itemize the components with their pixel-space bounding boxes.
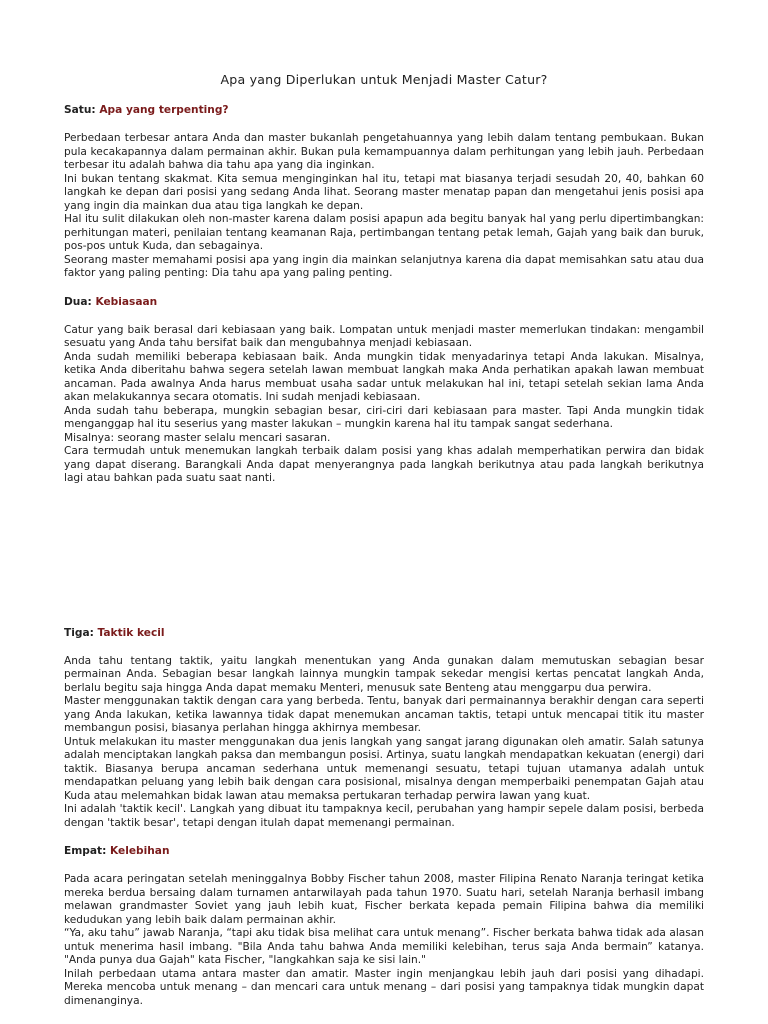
paragraph: Ini adalah 'taktik kecil'. Langkah yang dibuat itu tampaknya kecil, perubahan yang hampir sepele dalam posisi, berbeda dengan 'taktik besar', tetapi dengan itulah dapat memenangi permainan. [64, 803, 704, 829]
paragraph: Inilah perbedaan utama antara master dan amatir. Master ingin menjangkau lebih jauh dari posisi yang dihadapi. Mereka mencoba untuk menang – dan mencari cara untuk menang – dari posisi yang tampaknya tidak mungkin dapat dimenanginya. [64, 967, 704, 1007]
section-dua [64, 295, 704, 486]
paragraph: Pada acara peringatan setelah meninggalnya Bobby Fischer tahun 2008, master Filipina Renato Naranja teringat ketika mereka berdua bersaing dalam turnamen antarwilayah pada tahun 1970. Suatu hari, setelah Naranja berhasil imbang melawan grandmaster Soviet yang jauh lebih kuat, Fischer berkata kepada pemain Filipina bahwa dia memiliki kedudukan yang lebih baik dalam permainan akhir. [64, 873, 704, 926]
section-prefix: Satu: [64, 104, 96, 116]
section-label: Kebiasaan [95, 295, 158, 308]
paragraph: Hal itu sulit dilakukan oleh non-master karena dalam posisi apapun ada begitu banyak hal yang perlu dipertimbangkan: perhitungan materi, penilaian tentang keamanan Raja, pertimbangan tentang petak lemah, Gajah yang baik dan buruk, pos-pos untuk Kuda, dan sebagainya. [64, 213, 704, 252]
section-heading [64, 103, 704, 117]
section-prefix: Tiga: [64, 626, 94, 639]
section-label: Apa yang terpenting? [99, 104, 229, 116]
section-heading [64, 844, 704, 858]
paragraph: Anda tahu tentang taktik, yaitu langkah menentukan yang Anda gunakan dalam memutuskan sebagian besar permainan Anda. Sebagian besar langkah lainnya mungkin tampak sekedar mengisi kertas pencatat langkah Anda, berlalu begitu saja hingga Anda dapat memaku Menteri, menusuk sate Benteng atau menggarpu dua perwira. [64, 654, 704, 694]
section-prefix: Empat: [64, 845, 107, 857]
paragraph: Cara termudah untuk menemukan langkah terbaik dalam posisi yang khas adalah memperhatikan perwira dan bidak yang dapat diserang. Barangkali Anda dapat menyerangnya pada langkah berikutnya atau pada langkah berikutnya lagi atau bahkan pada suatu saat nanti. [64, 445, 704, 484]
paragraph: Misalnya: seorang master selalu mencari sasaran. [64, 431, 331, 444]
section-label: Taktik kecil [97, 626, 165, 639]
section-satu [64, 103, 704, 281]
paragraph: Master menggunakan taktik dengan cara yang berbeda. Tentu, banyak dari permainannya berakhir dengan cara seperti yang Anda lakukan, ketika lawannya tidak dapat menemukan ancaman taktis, tetapi untuk mencapai titik itu master membangun posisi, biasanya perlahan hingga akhirnya membesar. [64, 695, 704, 734]
paragraph: Anda sudah memiliki beberapa kebiasaan baik. Anda mungkin tidak menyadarinya tetapi Anda lakukan. Misalnya, ketika Anda diberitahu bahwa segera setelah lawan membuat langkah maka Anda perhatikan apakah lawan membuat ancaman. Pada awalnya Anda harus membuat usaha sadar untuk melakukan hal ini, tetapi setelah sekian lama Anda akan melakukannya secara otomatis. Ini sudah menjadi kebiasaan. [64, 350, 704, 403]
document-title: Apa yang Diperlukan untuk Menjadi Master Catur? [220, 72, 548, 87]
section-tiga [64, 626, 704, 831]
section-heading [64, 295, 704, 309]
blank-space [64, 500, 704, 626]
paragraph: “Ya, aku tahu” jawab Naranja, “tapi aku tidak bisa melihat cara untuk menang”. Fischer berkata bahwa tidak ada alasan untuk menerima hasil imbang. "Bila Anda tahu bahwa Anda memiliki kelebihan, terus saja Anda bermain” katanya. "Anda punya dua Gajah" kata Fischer, "langkahkan saja ke sisi lain." [64, 927, 704, 966]
paragraph: Ini bukan tentang skakmat. Kita semua menginginkan hal itu, tetapi mat biasanya terjadi sesudah 20, 40, bahkan 60 langkah ke depan dari posisi yang sedang Anda lihat. Seorang master menatap papan dan mengetahui jenis posisi apa yang ingin dia mainkan dua atau tiga langkah ke depan. [64, 172, 704, 212]
section-heading [64, 626, 704, 640]
document [64, 72, 704, 1022]
paragraph: Anda sudah tahu beberapa, mungkin sebagian besar, ciri-ciri dari kebiasaan para master. Tapi Anda mungkin tidak menganggap hal itu seserius yang master lakukan – mungkin karena hal itu tampak sangat sederhana. [64, 404, 704, 430]
paragraph: Catur yang baik berasal dari kebiasaan yang baik. Lompatan untuk menjadi master memerlukan tindakan: mengambil sesuatu yang Anda tahu bersifat baik dan mengubahnya menjadi kebiasaan. [64, 323, 704, 349]
section-prefix: Dua: [64, 295, 92, 308]
paragraph: Untuk melakukan itu master menggunakan dua jenis langkah yang sangat jarang digunakan oleh amatir. Salah satunya adalah menciptakan langkah paksa dan membangun posisi. Artinya, suatu langkah mendapatkan kekuatan (energi) dari taktik. Biasanya berupa ancaman sederhana untuk memenangi sesuatu, tetapi tujuan utamanya adalah untuk mendapatkan peluang yang lebih baik dengan cara posisional, misalnya dengan memperbaiki penempatan Gajah atau Kuda atau melemahkan bidak lawan atau memaksa pertukaran terhadap perwira lawan yang kuat. [64, 735, 705, 802]
paragraph: Perbedaan terbesar antara Anda dan master bukanlah pengetahuannya yang lebih dalam tentang pembukaan. Bukan pula kecakapannya dalam permainan akhir. Bukan pula kemampuannya dalam perhitungan yang lebih jauh. Perbedaan terbesar itu adalah bahwa dia tahu apa yang dia inginkan. [64, 132, 704, 171]
section-empat [64, 844, 704, 1008]
section-label: Kelebihan [110, 845, 170, 857]
paragraph: Seorang master memahami posisi apa yang ingin dia mainkan selanjutnya karena dia dapat memisahkan satu atau dua faktor yang paling penting: Dia tahu apa yang paling penting. [64, 253, 704, 279]
